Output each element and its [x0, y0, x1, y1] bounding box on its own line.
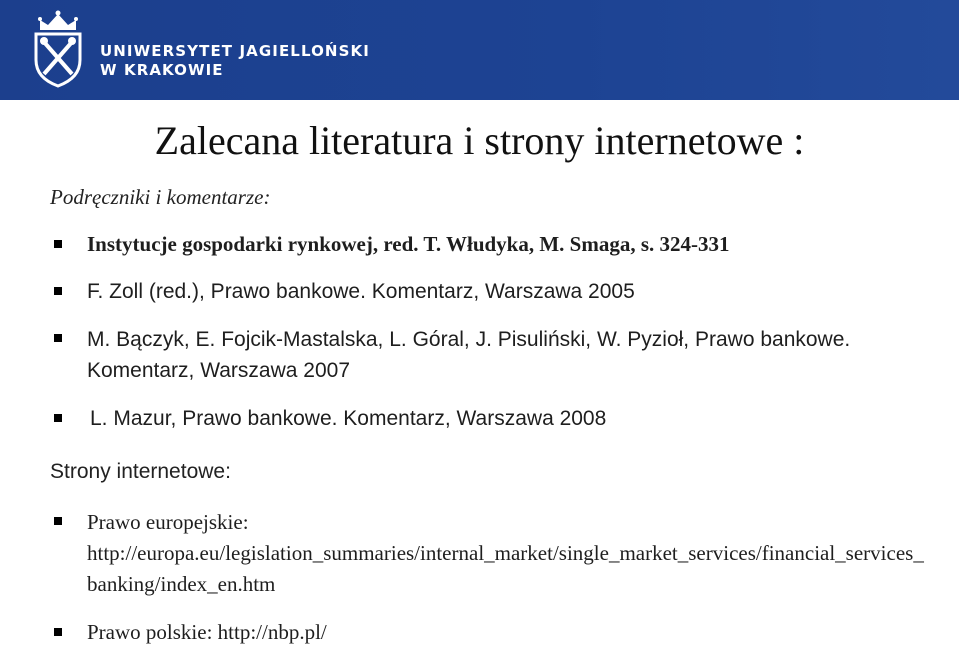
list-item	[50, 404, 930, 433]
page-title: Zalecana literatura i strony internetowe :	[154, 118, 805, 163]
logo-line-2: W KRAKOWIE	[100, 61, 224, 79]
list-item	[50, 507, 930, 600]
website-link[interactable]: http://nbp.pl/	[217, 620, 327, 644]
book-item-text: Instytucje gospodarki rynkowej, red. T. Włudyka, M. Smaga, s. 324-331	[87, 232, 730, 256]
list-item	[50, 230, 930, 259]
square-bullet-icon	[54, 240, 62, 248]
websites-list	[50, 507, 930, 647]
books-heading: Podręczniki i komentarze:	[50, 185, 271, 209]
book-item-text: M. Bączyk, E. Fojcik-Mastalska, L. Góral, J. Pisuliński, W. Pyzioł, Prawo bankowe. Komentarz, Warszawa 2007	[87, 328, 851, 382]
logo-line-1: UNIWERSYTET JAGIELLOŃSKI	[100, 42, 370, 60]
list-item	[50, 277, 930, 306]
book-item-text: F. Zoll (red.), Prawo bankowe. Komentarz, Warszawa 2005	[87, 280, 635, 303]
square-bullet-icon	[54, 414, 62, 422]
square-bullet-icon	[54, 334, 62, 342]
university-logo-text	[100, 42, 370, 80]
square-bullet-icon	[54, 287, 62, 295]
list-item	[50, 324, 930, 386]
crowned-crossed-scepters-icon	[28, 8, 88, 88]
website-label: Prawo polskie:	[87, 620, 213, 644]
website-label: Prawo europejskie:	[87, 510, 249, 534]
list-item	[50, 618, 930, 647]
websites-heading: Strony internetowe:	[50, 460, 231, 483]
book-item-text: L. Mazur, Prawo bankowe. Komentarz, Warszawa 2008	[90, 407, 607, 430]
header-banner	[0, 0, 959, 100]
square-bullet-icon	[54, 517, 62, 525]
website-link[interactable]: http://europa.eu/legislation_summaries/internal_market/single_market_services/financial_services_banking/index_en.htm	[87, 541, 924, 596]
square-bullet-icon	[54, 628, 62, 636]
books-list	[50, 230, 930, 433]
